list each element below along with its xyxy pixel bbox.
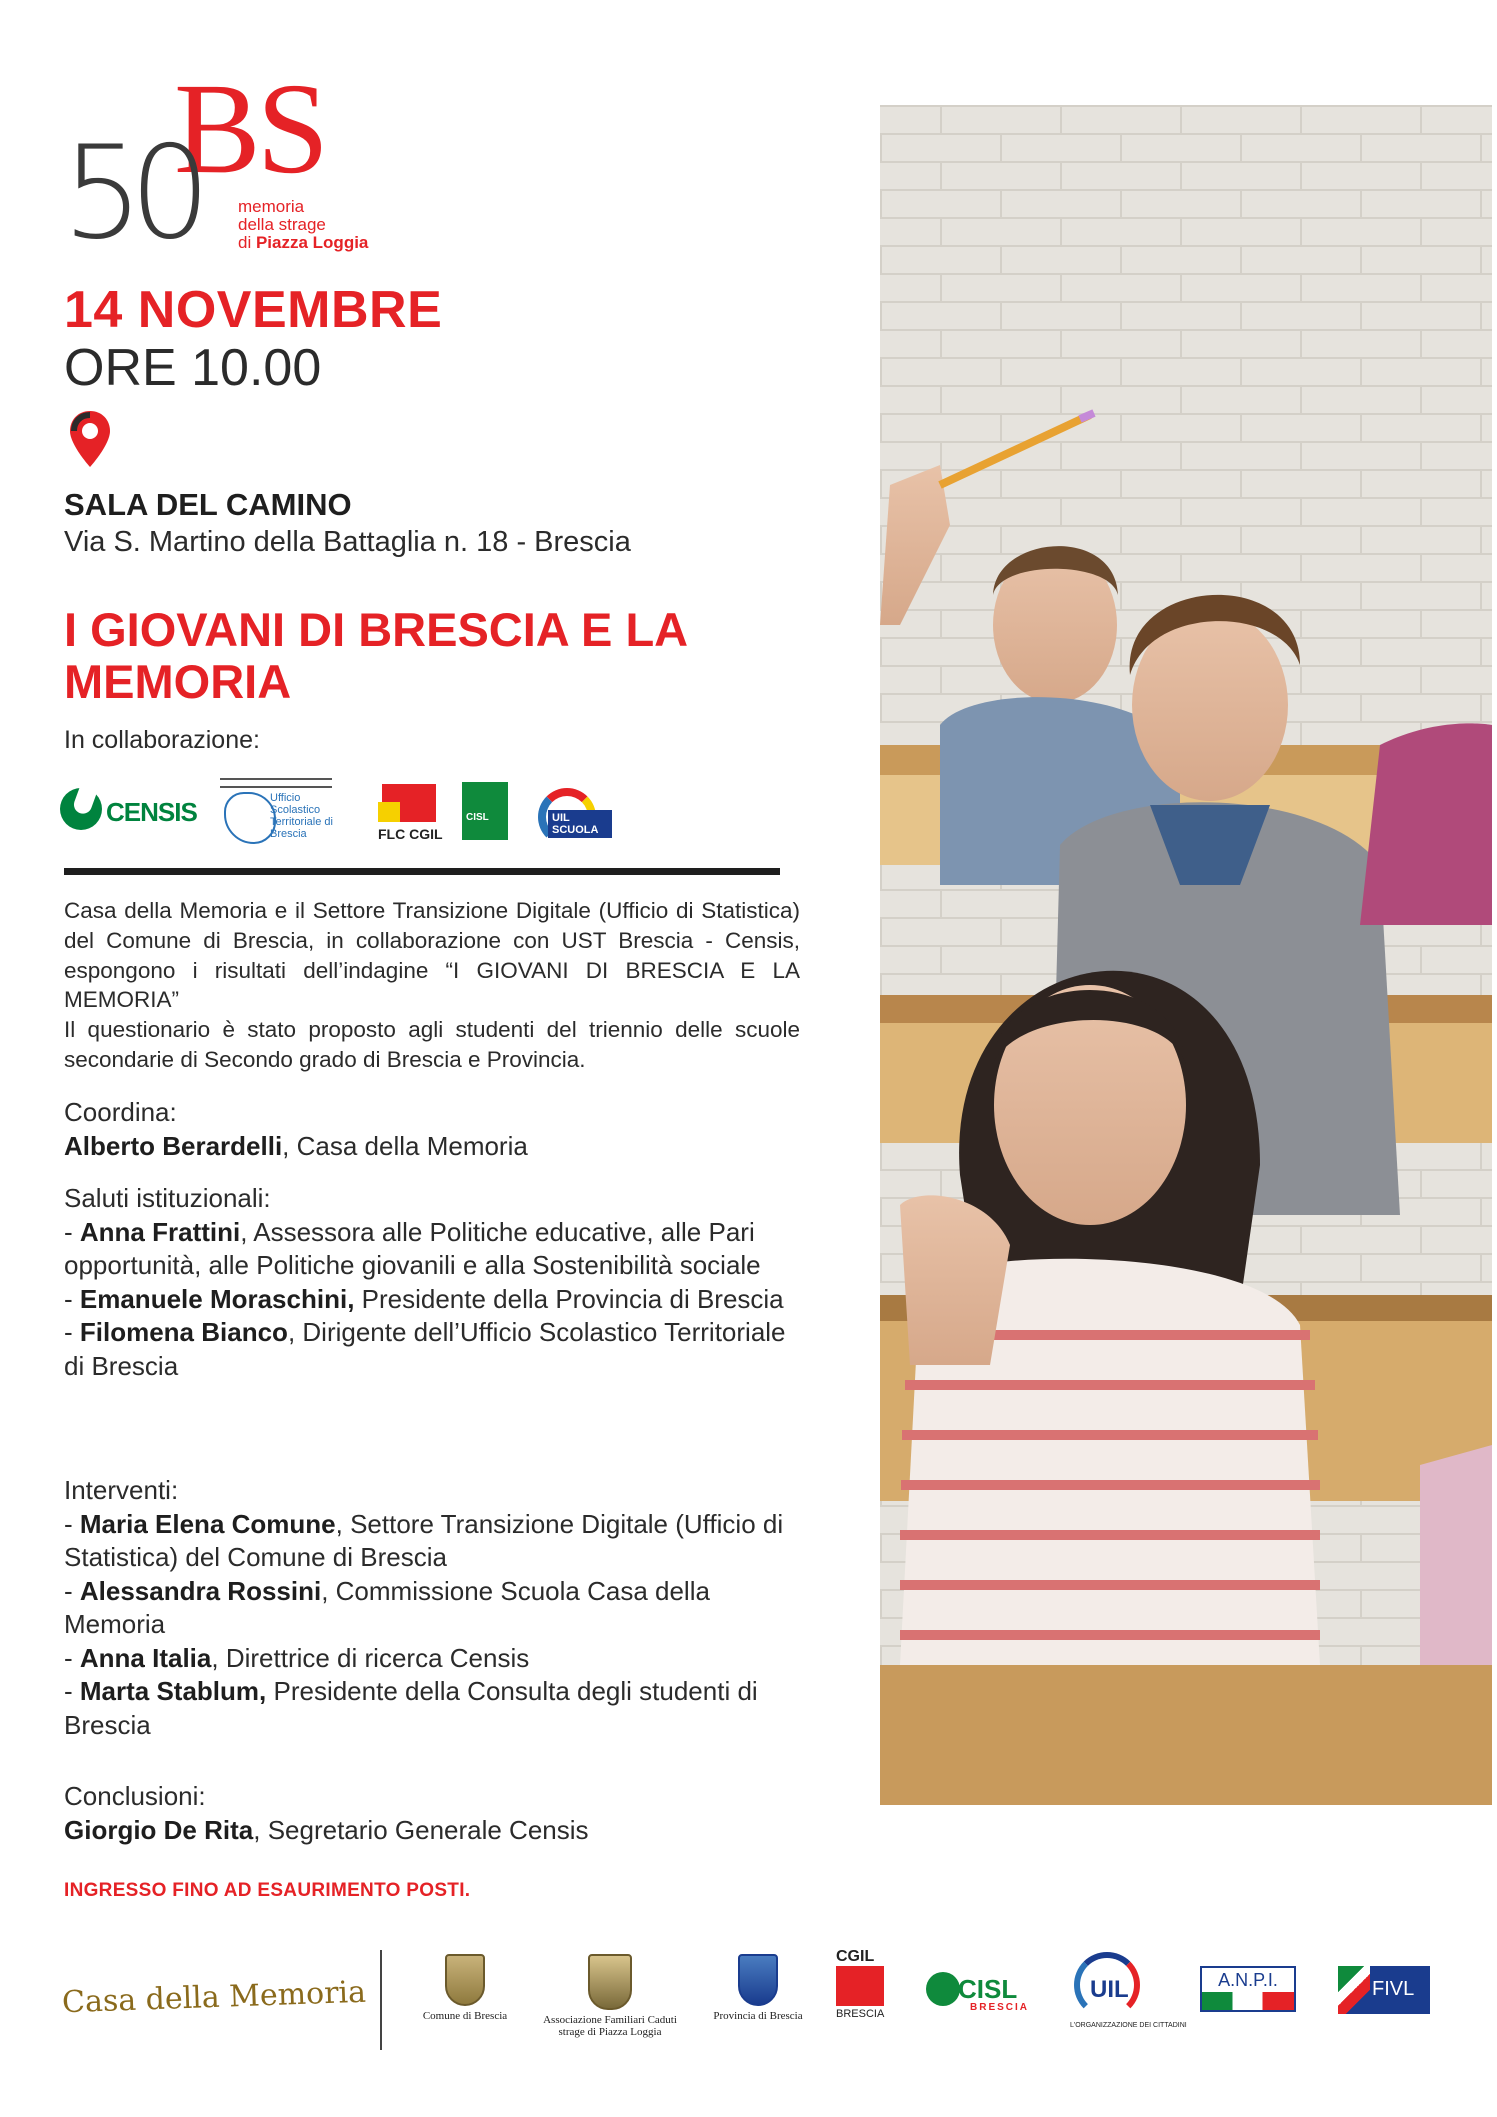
speaker-name: Maria Elena Comune (79, 1508, 336, 1539)
cgil-text: CGIL (836, 1948, 875, 1965)
speaker-role: , Casa della Memoria (282, 1130, 528, 1161)
speaker-name: Marta Stablum, (79, 1676, 267, 1706)
section-heading: Coordina: (64, 1097, 177, 1127)
speaker-entry: - Anna Italia, Direttrice di ricerca Censis (64, 1642, 530, 1673)
speaker-name: Anna Frattini (79, 1216, 241, 1247)
speaker-entry: - Alessandra Rossini, Commissione Scuola Casa della Memoria (64, 1575, 710, 1639)
cisl-logo-text: CISL (466, 812, 489, 823)
speaker-entry: - Maria Elena Comune, Settore Transizione Digitale (Ufficio di Statistica) del Comune di Brescia (64, 1508, 784, 1572)
fivl-logo (1338, 1966, 1430, 2014)
footer-divider (380, 1950, 382, 2050)
casa-memoria-logo: Casa della Memoria (61, 1974, 367, 2021)
logo-tagline (238, 198, 368, 252)
speaker-role: , Segretario Generale Censis (253, 1814, 589, 1845)
admission-notice: INGRESSO FINO AD ESAURIMENTO POSTI. (64, 1880, 471, 1901)
flc-cgil-text: FLC CGIL (378, 826, 443, 842)
ust-header-lines (220, 778, 332, 788)
event-description (64, 896, 800, 1075)
cisl-scuola-logo (462, 782, 508, 840)
speaker-entry: - Marta Stablum, Presidente della Consulta degli studenti di Brescia (64, 1676, 758, 1740)
speaker-entry: - Filomena Bianco, Dirigente dell’Ufficio Scolastico Territoriale di Brescia (64, 1317, 786, 1381)
fivl-text: FIVL (1372, 1978, 1415, 2000)
associazione-caption-line: Associazione Familiari Caduti (543, 2014, 677, 2026)
associazione-caption (540, 2014, 680, 2038)
speaker-role: Presidente della Consulta degli studenti di Brescia (64, 1676, 758, 1740)
section-heading: Interventi: (64, 1475, 179, 1505)
section-conclusioni (64, 1780, 804, 1847)
location-pin-icon (68, 410, 112, 468)
logo-tag-line: di (238, 233, 256, 252)
section-heading: Conclusioni: (64, 1781, 206, 1811)
event-venue: SALA DEL CAMINO (64, 487, 352, 522)
comune-crest-icon (445, 1954, 485, 2006)
collaboration-label: In collaborazione: (64, 726, 260, 754)
section-heading: Saluti istituzionali: (64, 1183, 271, 1213)
speaker-name: Giorgio De Rita (64, 1814, 254, 1845)
ust-logo-text: Ufficio Scolastico Territoriale di Brescia (270, 792, 333, 840)
ust-logo (220, 778, 340, 848)
censis-mark-icon (60, 788, 102, 830)
speaker-role: , Dirigente dell’Ufficio Scolastico Territoriale di Brescia (64, 1317, 786, 1381)
associazione-caption-line: strage di Piazza Loggia (558, 2026, 662, 2038)
divider (64, 868, 780, 875)
flc-cgil-logo (378, 784, 443, 842)
speaker-name: Anna Italia (79, 1642, 212, 1673)
lombardy-map-icon (224, 792, 276, 844)
comune-caption: Comune di Brescia (422, 2010, 508, 2022)
logo-tag-bold: Piazza Loggia (255, 233, 369, 252)
censis-logo-text: CENSIS (106, 797, 197, 827)
logo-tag-line: della strage (238, 215, 326, 234)
fivl-stripes-icon (1338, 1966, 1370, 2014)
section-saluti (64, 1182, 804, 1383)
logo-fifty: 50 (62, 119, 197, 268)
speaker-name: Filomena Bianco (79, 1317, 288, 1347)
uil-text: UIL (1090, 1976, 1129, 2003)
footer-logos (0, 1940, 1497, 2060)
provincia-caption: Provincia di Brescia (713, 2010, 803, 2022)
cgil-square-icon (836, 1966, 884, 2006)
speaker-entry: - Emanuele Moraschini, Presidente della Provincia di Brescia (64, 1283, 784, 1314)
flc-square-icon (382, 784, 436, 822)
loggia-tower-icon (588, 1954, 632, 2010)
speaker-role: Presidente della Provincia di Brescia (354, 1283, 784, 1314)
speaker-name: Emanuele Moraschini, (79, 1283, 355, 1314)
anpi-text: A.N.P.I. (1202, 1970, 1294, 1991)
italian-flag-icon (1202, 1992, 1294, 2010)
partner-logos (60, 778, 620, 848)
event-date: 14 NOVEMBRE (64, 281, 443, 339)
uil-tagline: L'ORGANIZZAZIONE DEI CITTADINI (1070, 2022, 1187, 2029)
speaker-role: , Assessora alle Politiche educative, alle Pari opportunità, alle Politiche giovanili e alla Sostenibilità sociale (64, 1216, 761, 1280)
speaker-role: , Direttrice di ricerca Censis (211, 1642, 530, 1673)
logo-tag-line: memoria (238, 197, 305, 216)
provincia-crest-icon (738, 1954, 778, 2006)
event-time: ORE 10.00 (64, 339, 322, 397)
description-paragraph: Il questionario è stato proposto agli studenti del triennio delle scuole secondarie di Secondo grado di Brescia e Provincia. (64, 1017, 800, 1072)
cisl-brescia-logo (926, 1962, 1030, 2013)
comune-brescia-logo (420, 1954, 510, 2022)
uil-logo (1070, 1952, 1187, 2032)
cisl-brescia-text: BRESCIA (970, 2002, 1030, 2013)
cisl-dot-icon (926, 1972, 960, 2006)
cgil-brescia-text: BRESCIA (836, 2008, 885, 2020)
logo-bs: BS (174, 57, 326, 201)
uil-scuola-logo (530, 788, 612, 834)
provincia-brescia-logo (708, 1954, 808, 2022)
section-interventi (64, 1474, 804, 1742)
students-photo (880, 105, 1492, 1805)
associazione-familiari-logo (540, 1954, 680, 2038)
speaker-entry: - Anna Frattini, Assessora alle Politiche educative, alle Pari opportunità, alle Politiche giovanili e alla Sostenibilità sociale (64, 1216, 761, 1280)
speaker-role: , Settore Transizione Digitale (Ufficio di Statistica) del Comune di Brescia (64, 1508, 784, 1572)
cgil-brescia-logo (836, 1948, 884, 2020)
censis-logo (60, 788, 208, 830)
anpi-logo (1200, 1966, 1296, 2012)
event-title: I GIOVANI DI BRESCIA E LA MEMORIA (64, 603, 687, 708)
speaker-role: , Commissione Scuola Casa della Memoria (64, 1575, 710, 1639)
cisl-text: CISL (958, 1974, 1018, 2004)
event-address: Via S. Martino della Battaglia n. 18 - Brescia (64, 526, 631, 558)
event-logo (62, 57, 392, 268)
speaker-name: Alberto Berardelli (64, 1130, 283, 1161)
uil-scuola-text: UIL SCUOLA (548, 810, 612, 838)
section-coordina (64, 1096, 804, 1163)
description-paragraph: Casa della Memoria e il Settore Transizione Digitale (Ufficio di Statistica) del Comune di Brescia, in collaborazione con UST Brescia - Censis, espongono i risultati dell’indagine “I GIOVANI DI BRESCIA E LA MEMORIA” (64, 898, 800, 1013)
speaker-name: Alessandra Rossini (79, 1575, 322, 1606)
